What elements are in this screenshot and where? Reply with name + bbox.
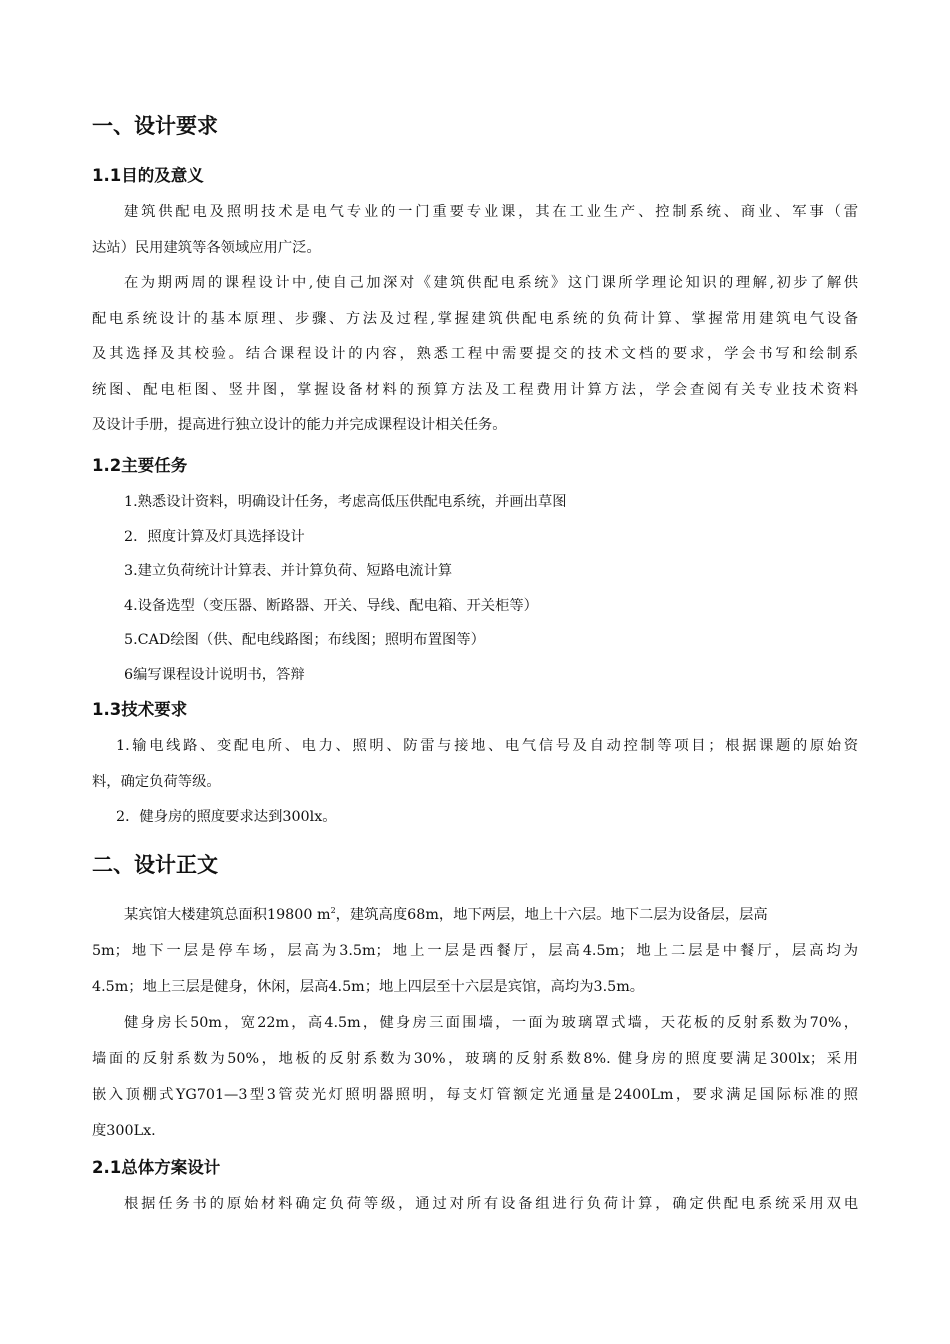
paragraph-line: 健身房长50m，宽22m，高4.5m，健身房三面围墙，一面为玻璃罩式墙，天花板的反射系数为70%， (124, 1015, 858, 1031)
paragraph-line: 统图、配电柜图、竖井图，掌握设备材料的预算方法及工程费用计算方法，学会查阅有关专业技术资料 (92, 382, 858, 398)
paragraph-line: 墙面的反射系数为50%，地板的反射系数为30%，玻璃的反射系数8%. 健身房的照度要满足300lx；采用 (92, 1051, 858, 1067)
requirement-line: 料，确定负荷等级。 (92, 774, 221, 790)
paragraph-line: 达站）民用建筑等各领域应用广泛。 (92, 240, 321, 256)
paragraph-line: 及其选择及其校验。结合课程设计的内容，熟悉工程中需要提交的技术文档的要求，学会书写和绘制系 (92, 346, 858, 362)
task-list-item: 3.建立负荷统计计算表、并计算负荷、短路电流计算 (124, 563, 453, 579)
section-1-3-heading: 1.3技术要求 (92, 700, 188, 719)
section-2-1-heading: 2.1总体方案设计 (92, 1158, 221, 1177)
text-area-value: 某宾馆大楼建筑总面积19800 m (124, 907, 331, 923)
paragraph-line: 嵌入顶棚式YG701—3型3管荧光灯照明器照明，每支灯管额定光通量是2400Lm，要求满足国际标准的照 (92, 1087, 858, 1103)
task-list-item: 5.CAD绘图（供、配电线路图；布线图；照明布置图等） (124, 632, 485, 648)
section-1-heading: 一、设计要求 (92, 114, 218, 138)
paragraph-line: 建筑供配电及照明技术是电气专业的一门重要专业课，其在工业生产、控制系统、商业、军事（雷 (124, 204, 858, 220)
task-list-item: 4.设备选型（变压器、断路器、开关、导线、配电箱、开关柜等） (124, 598, 538, 614)
paragraph-line: 5m；地下一层是停车场，层高为3.5m；地上一层是西餐厅，层高4.5m；地上二层是中餐厅，层高均为 (92, 943, 858, 959)
paragraph-line: 根据任务书的原始材料确定负荷等级，通过对所有设备组进行负荷计算，确定供配电系统采用双电 (124, 1196, 858, 1212)
paragraph-line: 4.5m；地上三层是健身，休闲，层高4.5m；地上四层至十六层是宾馆，高均为3.5m。 (92, 979, 645, 995)
task-list-item: 2．照度计算及灯具选择设计 (124, 529, 305, 545)
task-list-item: 1.熟悉设计资料，明确设计任务，考虑高低压供配电系统，并画出草图 (124, 494, 567, 510)
superscript-two: 2 (330, 906, 336, 915)
paragraph-line: 及设计手册，提高进行独立设计的能力并完成课程设计相关任务。 (92, 417, 507, 433)
paragraph-line: 度300Lx. (92, 1123, 156, 1139)
requirement-line: 2．健身房的照度要求达到300lx。 (116, 809, 337, 825)
text-remainder: ，建筑高度68m，地下两层，地上十六层。地下二层为设备层，层高 (335, 907, 768, 923)
section-1-1-heading: 1.1目的及意义 (92, 166, 204, 185)
requirement-line: 1.输电线路、变配电所、电力、照明、防雷与接地、电气信号及自动控制等项目；根据课题的原始资 (116, 738, 858, 754)
section-1-2-heading: 1.2主要任务 (92, 456, 188, 475)
paragraph-line: 在为期两周的课程设计中,使自己加深对《建筑供配电系统》这门课所学理论知识的理解,初步了解供 (124, 275, 858, 291)
task-list-item: 6编写课程设计说明书，答辩 (124, 667, 305, 683)
paragraph-line (124, 905, 858, 925)
section-2-heading: 二、设计正文 (92, 853, 218, 877)
paragraph-line: 配电系统设计的基本原理、步骤、方法及过程,掌握建筑供配电系统的负荷计算、掌握常用建筑电气设备 (92, 311, 858, 327)
